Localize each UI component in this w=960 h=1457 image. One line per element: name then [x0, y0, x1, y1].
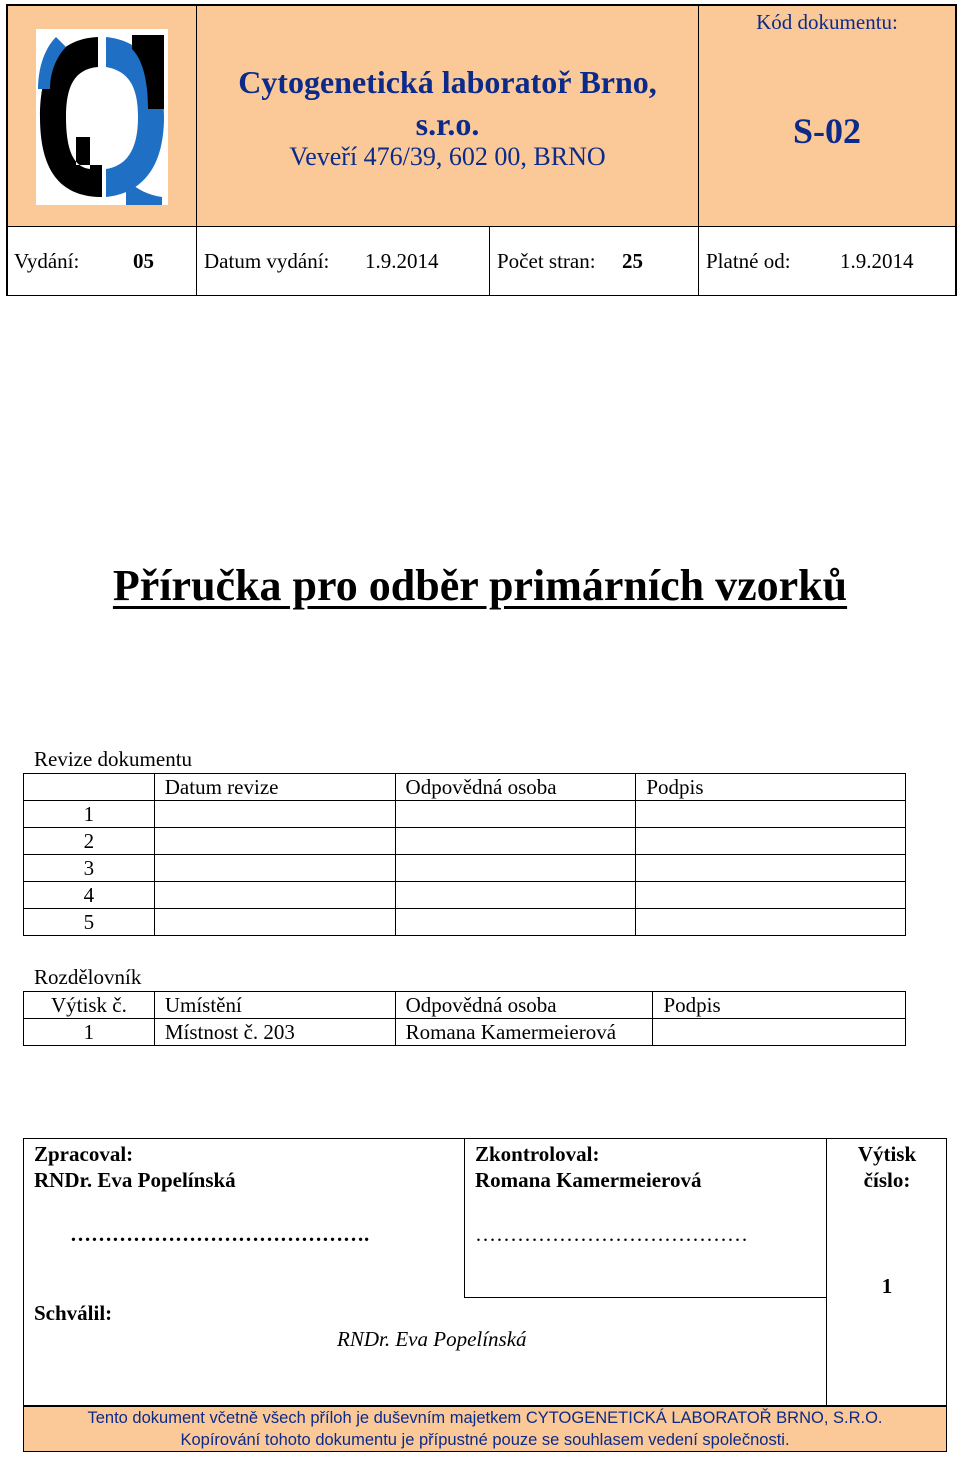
- revision-signature-cell[interactable]: [636, 909, 906, 936]
- table-row: [24, 1019, 906, 1046]
- revisions-label: Revize dokumentu: [34, 747, 193, 771]
- signature-cell[interactable]: [653, 1019, 906, 1046]
- valid-from-cell: [699, 227, 955, 295]
- revision-signature-cell[interactable]: [636, 882, 906, 909]
- disclaimer-footer: [23, 1406, 947, 1452]
- company-address: Veveří 476/39, 602 00, BRNO: [289, 142, 606, 171]
- disclaimer-line: Kopírování tohoto dokumentu je přípustné pouze se souhlasem vedení společnosti.: [180, 1431, 790, 1449]
- revisions-table: [23, 773, 906, 936]
- table-header-row: [24, 992, 906, 1019]
- revision-signature-cell[interactable]: [636, 855, 906, 882]
- table-header-cell: Výtisk č.: [24, 992, 155, 1019]
- valid-from-label: Platné od:: [706, 249, 791, 273]
- table-header-cell: Umístění: [154, 992, 395, 1019]
- approved-name: RNDr. Eva Popelínská: [337, 1327, 527, 1351]
- page-count-cell: [490, 227, 699, 295]
- distribution-table: [23, 991, 906, 1046]
- checked-name: Romana Kamermeierová: [475, 1168, 702, 1192]
- doc-meta-row: [8, 226, 955, 295]
- copy-number-label-line2: číslo:: [863, 1168, 911, 1192]
- copy-number-label: Výtisk: [857, 1142, 917, 1166]
- table-header-cell: Podpis: [636, 774, 906, 801]
- page-count-label: Počet stran:: [497, 249, 596, 273]
- revision-number: 4: [24, 882, 155, 909]
- copy-number-cell: 1: [24, 1019, 155, 1046]
- doc-code-value: S-02: [792, 111, 861, 151]
- revision-person-cell[interactable]: [395, 801, 636, 828]
- revision-signature-cell[interactable]: [636, 828, 906, 855]
- table-header-cell: Odpovědná osoba: [395, 774, 636, 801]
- person-cell: Romana Kamermeierová: [395, 1019, 653, 1046]
- copy-number-value: 1: [881, 1274, 893, 1298]
- revision-person-cell[interactable]: [395, 828, 636, 855]
- doc-code-cell: [699, 6, 955, 226]
- company-logo: [36, 29, 168, 205]
- table-header-cell: [24, 774, 155, 801]
- edition-cell: [8, 227, 197, 295]
- revision-number: 1: [24, 801, 155, 828]
- table-header-cell: Odpovědná osoba: [395, 992, 653, 1019]
- prepared-label: Zpracoval:: [34, 1142, 134, 1166]
- issue-date-value: 1.9.2014: [365, 249, 439, 273]
- table-header-row: [24, 774, 906, 801]
- document-title: Příručka pro odběr primárních vzorků: [112, 561, 848, 610]
- table-header-cell: Podpis: [653, 992, 906, 1019]
- prepared-signature-line[interactable]: …………………………………….: [70, 1222, 370, 1246]
- table-row: [24, 828, 906, 855]
- revision-date-cell[interactable]: [154, 909, 395, 936]
- document-header: [6, 4, 957, 296]
- revision-number: 3: [24, 855, 155, 882]
- approved-label: Schválil:: [34, 1301, 113, 1325]
- company-name: Cytogenetická laboratoř Brno,: [238, 64, 657, 100]
- edition-value: 05: [133, 249, 154, 273]
- divider: [464, 1139, 465, 1298]
- valid-from-value: 1.9.2014: [840, 249, 914, 273]
- location-cell: Místnost č. 203: [154, 1019, 395, 1046]
- checked-label: Zkontroloval:: [475, 1142, 600, 1166]
- edition-label: Vydání:: [14, 249, 80, 273]
- logo-cell: [8, 6, 197, 226]
- doc-code-label: Kód dokumentu:: [756, 10, 898, 34]
- divider: [464, 1297, 826, 1298]
- prepared-name: RNDr. Eva Popelínská: [34, 1168, 236, 1192]
- company-legal-form: s.r.o.: [415, 106, 480, 142]
- disclaimer-line: Tento dokument včetně všech příloh je duševním majetkem CYTOGENETICKÁ LABORATOŘ BRNO, S.R.O.: [87, 1409, 883, 1427]
- checked-signature-line[interactable]: …………………………………: [475, 1222, 748, 1246]
- revision-number: 5: [24, 909, 155, 936]
- table-row: [24, 882, 906, 909]
- approval-box: [23, 1138, 947, 1406]
- table-row: [24, 909, 906, 936]
- revision-date-cell[interactable]: [154, 801, 395, 828]
- distribution-label: Rozdělovník: [34, 965, 142, 989]
- revision-number: 2: [24, 828, 155, 855]
- revision-signature-cell[interactable]: [636, 801, 906, 828]
- revision-date-cell[interactable]: [154, 828, 395, 855]
- company-cell: [197, 6, 699, 226]
- issue-date-label: Datum vydání:: [204, 249, 330, 273]
- revision-person-cell[interactable]: [395, 909, 636, 936]
- table-row: [24, 801, 906, 828]
- revision-date-cell[interactable]: [154, 855, 395, 882]
- table-header-cell: Datum revize: [154, 774, 395, 801]
- revision-date-cell[interactable]: [154, 882, 395, 909]
- table-row: [24, 855, 906, 882]
- revision-person-cell[interactable]: [395, 882, 636, 909]
- issue-date-cell: [197, 227, 490, 295]
- revision-person-cell[interactable]: [395, 855, 636, 882]
- page-count-value: 25: [622, 249, 643, 273]
